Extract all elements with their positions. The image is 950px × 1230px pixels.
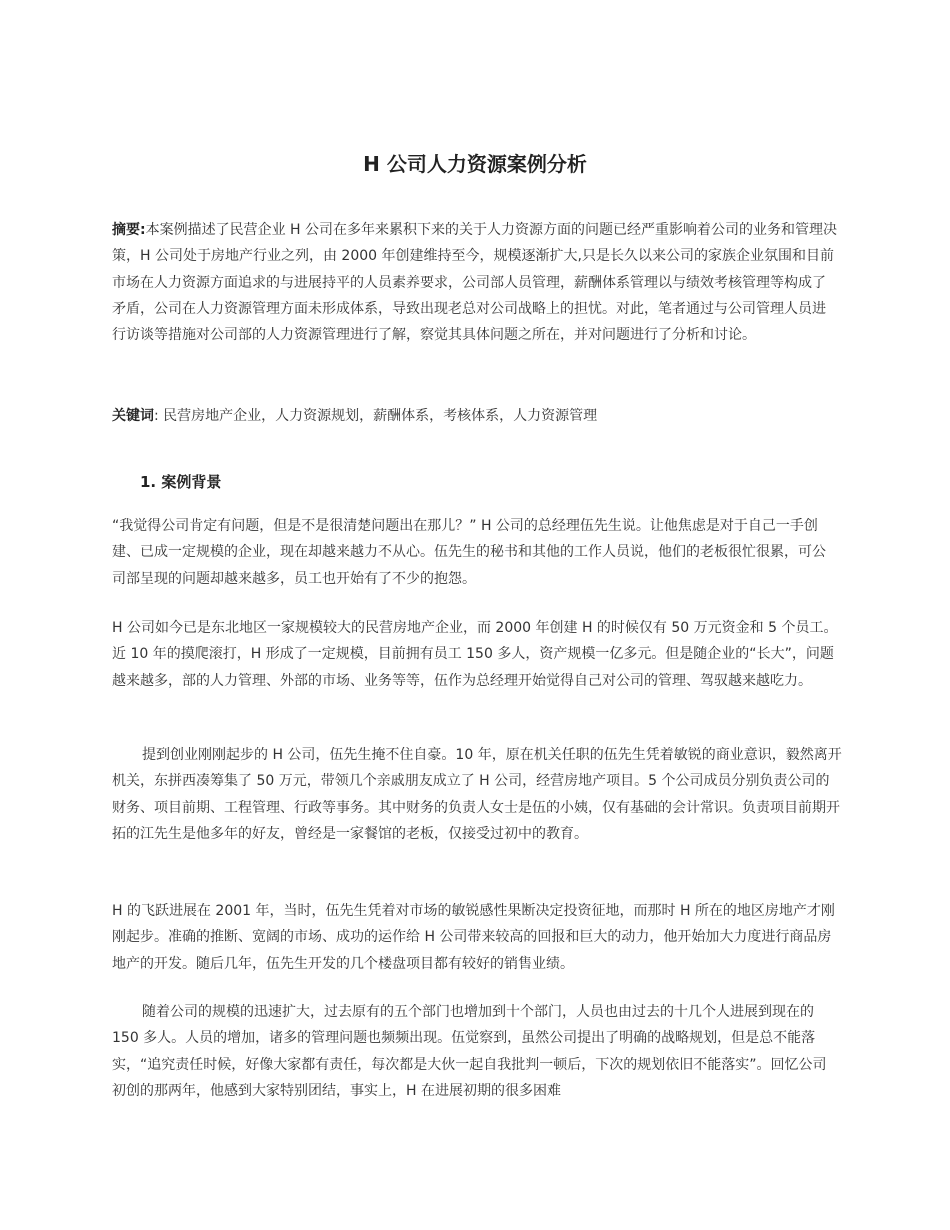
keywords-label: 关键词 (112, 408, 154, 424)
document-title: H 公司人力资源案例分析 (363, 152, 587, 176)
keywords-paragraph (112, 403, 838, 429)
body-paragraph: 随着公司的规模的迅速扩大，过去原有的五个部门也增加到十个部门，人员也由过去的十几个人进展到现在的 150 多人。人员的增加，诸多的管理问题也频频出现。伍觉察到，虽然公司提出了明确的战略规划，但是总不能落实，“追究责任时候，好像大家都有责任，每次都是大伙一起自我批判一顿后，下次的规划依旧不能落实”。回忆公司初创的那两年，他感到大家特别团结，事实上，H 在进展初期的很多困难 (112, 1004, 827, 1099)
body-paragraph: 提到创业刚刚起步的 H 公司，伍先生掩不住自豪。10 年，原在机关任职的伍先生凭着敏锐的商业意识，毅然离开机关，东拼西凑筹集了 50 万元，带领几个亲戚朋友成立了 H 公司，经营房地产项目。5 个公司成员分别负责公司的财务、项目前期、工程管理、行政等事务。其中财务的负责人女士是伍的小姨，仅有基础的会计常识。负责项目前期开拓的江先生是他多年的好友，曾经是一家餐馆的老板，仅接受过初中的教育。 (112, 747, 842, 842)
body-paragraph: H 的飞跃进展在 2001 年，当时，伍先生凭着对市场的敏锐感性果断决定投资征地，而那时 H 所在的地区房地产才刚刚起步。准确的推断、宽阔的市场、成功的运作给 H 公司带来较高的回报和巨大的动力，他开始加大力度进行商品房地产的开发。随后几年，伍先生开发的几个楼盘项目都有较好的销售业绩。 (112, 903, 835, 972)
body-paragraph: H 公司如今已是东北地区一家规模较大的民营房地产企业，而 2000 年创建 H 的时候仅有 50 万元资金和 5 个员工。近 10 年的摸爬滚打，H 形成了一定规模，目前拥有员工 150 多人，资产规模一亿多元。但是随企业的“长大”，问题越来越多，部的人力管理、外部的市场、业务等等，伍作为总经理开始觉得自己对公司的管理、驾驭越来越吃力。 (112, 620, 838, 689)
abstract-text: 本案例描述了民营企业 H 公司在多年来累积下来的关于人力资源方面的问题已经严重影响着公司的业务和管理决策，H 公司处于房地产行业之列，由 2000 年创建维持至今，规模逐渐扩大,只是长久以来公司的家族企业氛围和目前市场在人力资源方面追求的与进展持平的人员素养要求，公司部人员管理，薪酬体系管理以与绩效考核管理等构成了矛盾，公司在人力资源管理方面未形成体系，导致出现老总对公司战略上的担忧。对此，笔者通过与公司管理人员进行访谈等措施对公司部的人力资源管理进行了解，察觉其具体问题之所在，并对问题进行了分析和讨论。 (112, 222, 838, 344)
keywords-text: : 民营房地产企业，人力资源规划，薪酬体系，考核体系，人力资源管理 (154, 408, 598, 424)
section-heading: 1. 案例背景 (140, 473, 222, 491)
body-paragraph: “我觉得公司肯定有问题，但是不是很清楚问题出在那儿？” H 公司的总经理伍先生说。让他焦虑是对于自己一手创建、已成一定规模的企业，现在却越来越力不从心。伍先生的秘书和其他的工作人员说，他们的老板很忙很累，可公司部呈现的问题却越来越多，员工也开始有了不少的抱怨。 (112, 518, 826, 587)
abstract-paragraph (112, 217, 838, 348)
abstract-label: 摘要: (112, 222, 146, 238)
